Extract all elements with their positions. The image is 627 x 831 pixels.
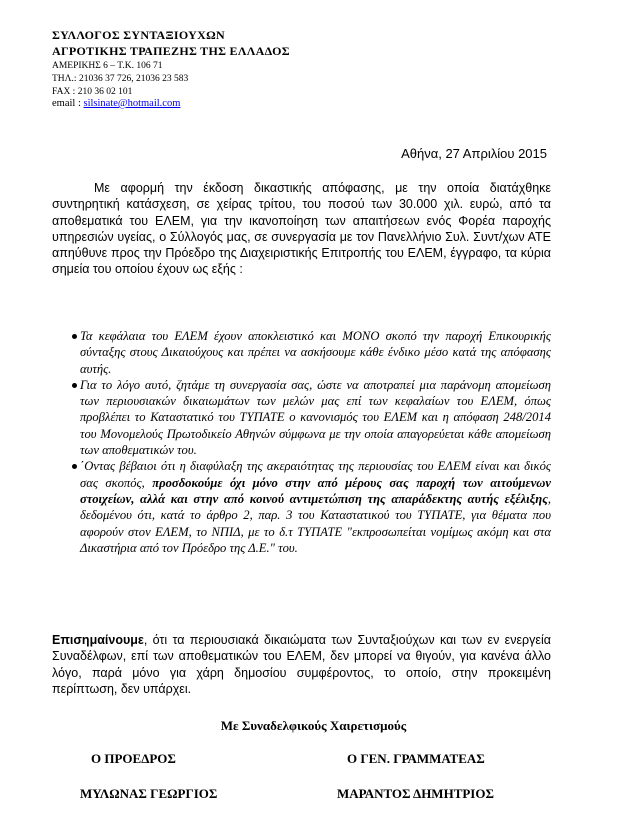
email-label: email : bbox=[52, 98, 84, 109]
bullet-dot bbox=[72, 334, 77, 339]
conclusion-text: , ότι τα περιουσιακά δικαιώματα των Συνταξιούχων και των εν ενεργεία Συναδέλφων, επί των αποθεματικών του ΕΛΕΜ, δεν μπορεί να θιγούν, για κανένα άλλο λόγο, παρά μόνο για χάρη δημοσίου συμφέροντος, το οποίο, στην προκειμένη περίπτωση, δεν υπάρχει. bbox=[52, 633, 551, 696]
org-name-line2: ΑΓΡΟΤΙΚΗΣ ΤΡΑΠΕΖΗΣ ΤΗΣ ΕΛΛΑΔΟΣ bbox=[52, 44, 290, 58]
bullet-text-2: Για το λόγο αυτό, ζητάμε τη συνεργασία σας, ώστε να αποτραπεί μια παράνομη απομείωση των περιουσιακών δικαιωμάτων των μελών μας επί των κεφαλαίων του ΕΛΕΜ, όπως προβλέπει το Καταστατικό του ΤΥΠΑΤΕ ο κανονισμός του ΕΛΕΜ και η απόφαση 248/2014 του Μονομελούς Πρωτοδικείο Αθηνών σύμφωνα με την οποία απαγορεύεται κάθε απομείωση των αποθεματικών του. bbox=[80, 377, 551, 458]
org-fax: FAX : 210 36 02 101 bbox=[52, 87, 133, 97]
bullet-item-3 bbox=[52, 458, 551, 556]
email-link[interactable]: silsinate@hotmail.com bbox=[83, 98, 181, 109]
bullet-item-2 bbox=[52, 377, 551, 458]
bullet-item-1 bbox=[52, 328, 551, 377]
org-phone: ΤΗΛ.: 21036 37 726, 21036 23 583 bbox=[52, 74, 189, 84]
bullet-dot bbox=[72, 464, 77, 469]
conclusion-paragraph bbox=[52, 632, 551, 697]
conclusion-bold: Επισημαίνουμε bbox=[52, 633, 144, 647]
bullet-text-3b: , δεδομένου ότι, κατά το άρθρο 2, παρ. 3 του Καταστατικού του ΤΥΠΑΤΕ, για θέματα που αφορούν στον ΕΛΕΜ, το ΝΠΙΔ, με το δ.τ ΤΥΠΑΤΕ "εκπροσωπείται νομίμως ακόμη και στα Δικαστήρια από τον Πρόεδρο της Δ.Ε." του. bbox=[80, 491, 551, 555]
bullet-dot bbox=[72, 383, 77, 388]
org-address: ΑΜΕΡΙΚΗΣ 6 – Τ.Κ. 106 71 bbox=[52, 61, 163, 71]
intro-paragraph: Με αφορμή την έκδοση δικαστικής απόφασης, με την οποία διατάχθηκε συντηρητική κατάσχεση, σε χείρας τρίτου, του ποσού των 30.000 χιλ. ευρώ, από τα αποθεματικά του ΕΛΕΜ, για την ικανοποίηση των απαιτήσεων ενός Φορέα παροχής υπηρεσιών υγείας, ο Σύλλογός μας, σε συνεργασία με τον Πανελλήνιο Συλ. Συντ/χων ΑΤΕ απηύθυνε προς την Πρόεδρο της Διαχειριστικής Επιτροπής του ΕΛΕΜ, έγγραφο, τα κύρια σημεία του οποίου έχουν ως εξής : bbox=[52, 181, 551, 277]
bullet-list bbox=[52, 328, 551, 556]
org-name-line1: ΣΥΛΛΟΓΟΣ ΣΥΝΤΑΞΙΟΥΧΩΝ bbox=[52, 28, 225, 42]
secretary-name: ΜΑΡΑΝΤΟΣ ΔΗΜΗΤΡΙΟΣ bbox=[337, 786, 494, 801]
bullet-text-1: Τα κεφάλαια του ΕΛΕΜ έχουν αποκλειστικό και ΜΟΝΟ σκοπό την παροχή Επικουρικής σύνταξης στους Δικαιούχους και πρέπει να ασκήσουμε κάθε ένδικο μέσο κατά της απόφασης αυτής. bbox=[80, 329, 551, 376]
closing-greeting: Με Συναδελφικούς Χαιρετισμούς bbox=[220, 718, 407, 733]
president-name: ΜΥΛΩΝΑΣ ΓΕΩΡΓΙΟΣ bbox=[80, 786, 218, 801]
letter-date: Αθήνα, 27 Απριλίου 2015 bbox=[401, 146, 547, 161]
bullet-text-3-bold: προσδοκούμε όχι μόνο στην από μέρους σας παροχή των αιτούμενων στοιχείων, αλλά και στην από κοινού αντιμετώπιση της απαράδεκτης αυτής εξέλιξης bbox=[80, 475, 551, 506]
secretary-title: Ο ΓΕΝ. ΓΡΑΜΜΑΤΕΑΣ bbox=[347, 751, 485, 766]
president-title: Ο ΠΡΟΕΔΡΟΣ bbox=[91, 751, 176, 766]
bullet-text-3a: ΄Οντας βέβαιοι ότι η διαφύλαξη της ακεραιότητας της περιουσίας του ΕΛΕΜ είναι και δικός σας σκοπός, bbox=[80, 459, 551, 490]
org-email bbox=[52, 98, 180, 109]
